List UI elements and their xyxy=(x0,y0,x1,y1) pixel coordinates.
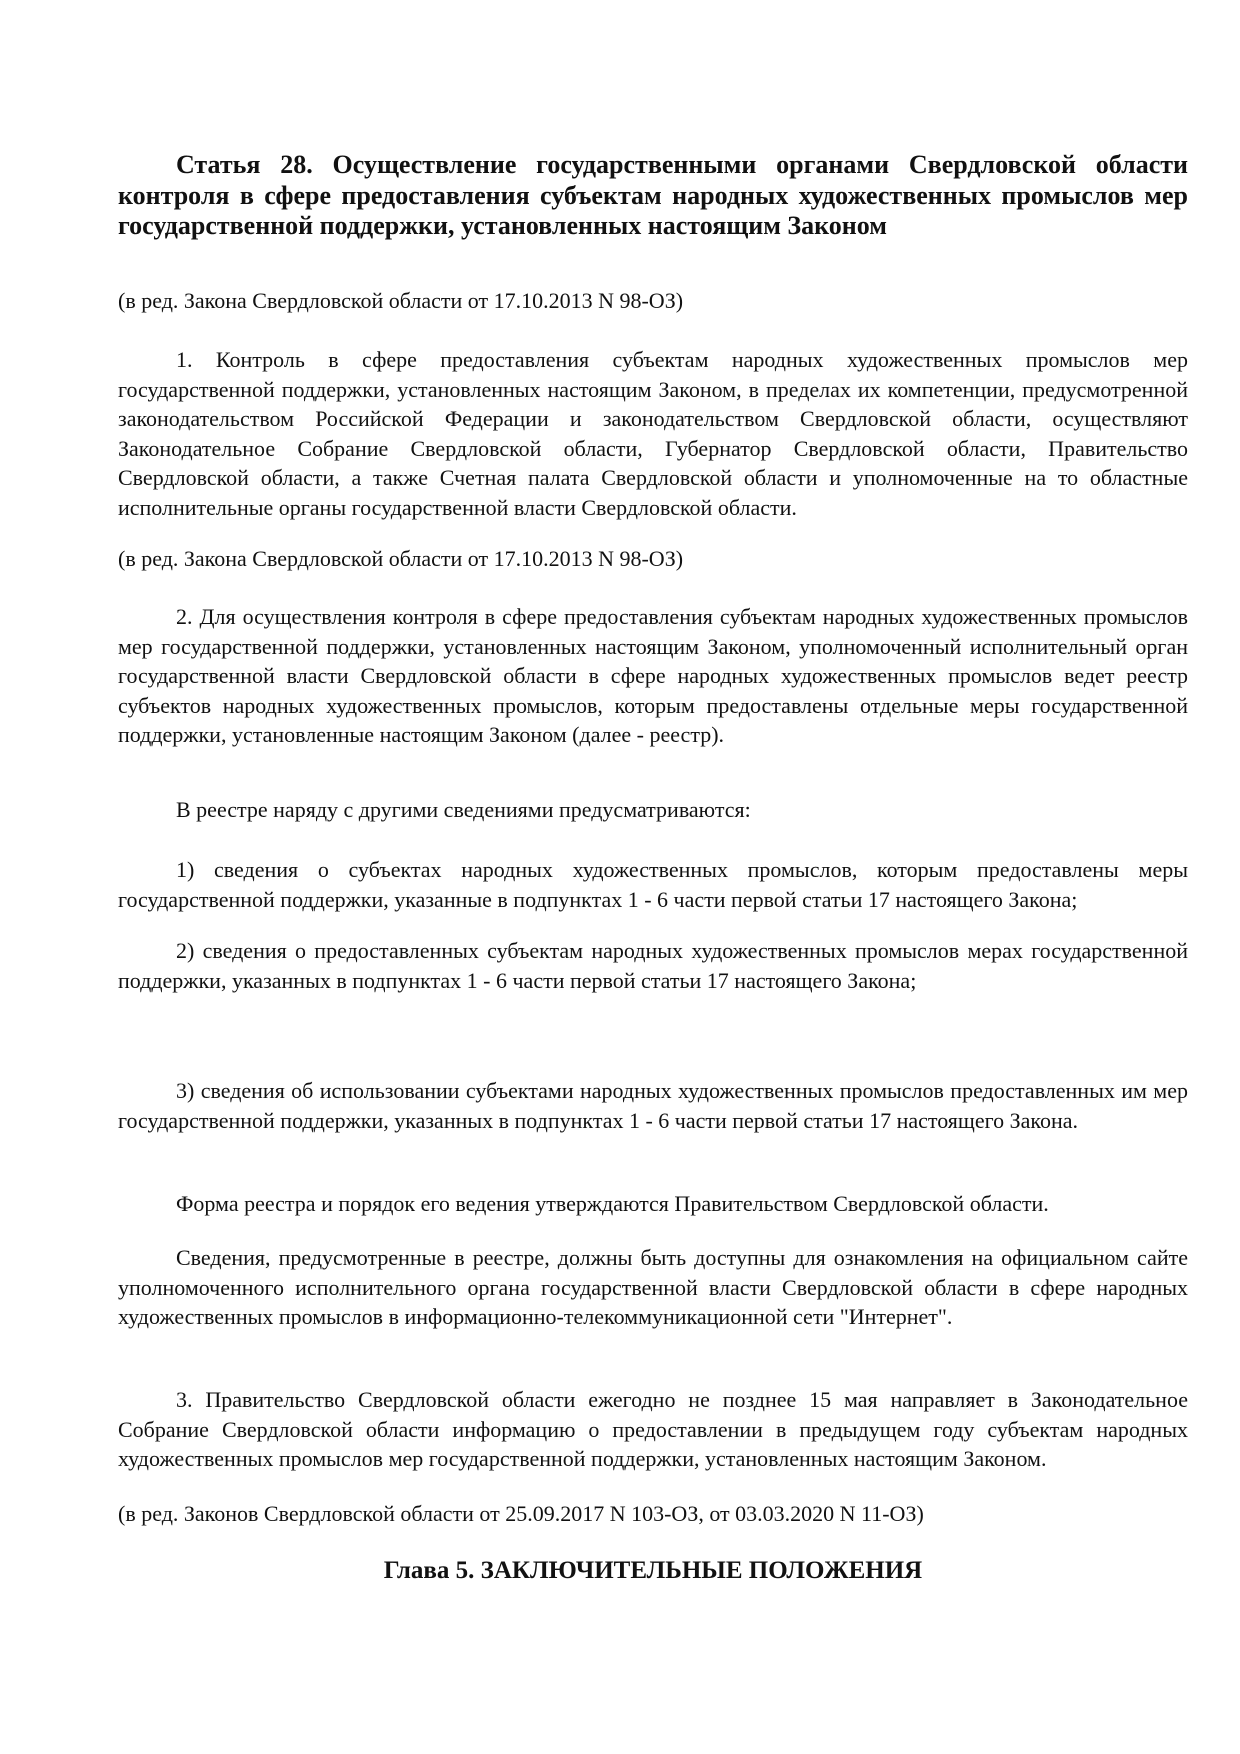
amendment-note: (в ред. Закона Свердловской области от 17.10.2013 N 98-ОЗ) xyxy=(118,546,684,571)
amendment-note: (в ред. Закона Свердловской области от 17.10.2013 N 98-ОЗ) xyxy=(118,288,684,313)
list-item-3: 3) сведения об использовании субъектами народных художественных промыслов предоставленных им мер государственной поддержки, указанных в подпунктах 1 - 6 части первой статьи 17 настоящего Закона. xyxy=(118,1078,1188,1133)
chapter-heading: Глава 5. ЗАКЛЮЧИТЕЛЬНЫЕ ПОЛОЖЕНИЯ xyxy=(383,1557,923,1584)
paragraph-2: 2. Для осуществления контроля в сфере предоставления субъектам народных художественных промыслов мер государственной поддержки, установленных настоящим Законом, уполномоченный исполнительный орган государственной власти Свердловской области в сфере народных художественных промыслов ведет реестр субъектов народных художественных промыслов, которым предоставлены отдельные меры государственной поддержки, установленные настоящим Законом (далее - реестр). xyxy=(118,604,1188,748)
registry-form-paragraph: Форма реестра и порядок его ведения утверждаются Правительством Свердловской области. xyxy=(176,1191,1049,1216)
paragraph-3: 3. Правительство Свердловской области ежегодно не позднее 15 мая направляет в Законодательное Собрание Свердловской области информацию о предоставлении в предыдущем году субъектам народных художественных промыслов мер государственной поддержки, установленных настоящим Законом. xyxy=(118,1387,1188,1472)
paragraph-1: 1. Контроль в сфере предоставления субъектам народных художественных промыслов мер государственной поддержки, установленных настоящим Законом, в пределах их компетенции, предусмотренной законодательством Российской Федерации и законодательством Свердловской области, осуществляют Законодательное Собрание Свердловской области, Губернатор Свердловской области, Правительство Свердловской области, а также Счетная палата Свердловской области и уполномоченные на то областные исполнительные органы государственной власти Свердловской области. xyxy=(118,347,1188,520)
registry-intro: В реестре наряду с другими сведениями предусматриваются: xyxy=(176,797,751,822)
registry-info-paragraph: Сведения, предусмотренные в реестре, должны быть доступны для ознакомления на официальном сайте уполномоченного исполнительного органа государственной власти Свердловской области в сфере народных художественных промыслов в информационно-телекоммуникационной сети "Интернет". xyxy=(118,1245,1188,1330)
list-item-1: 1) сведения о субъектах народных художественных промыслов, которым предоставлены меры государственной поддержки, указанные в подпунктах 1 - 6 части первой статьи 17 настоящего Закона; xyxy=(118,857,1188,912)
article-title: Статья 28. Осуществление государственными органами Свердловской области контроля в сфере предоставления субъектам народных художественных промыслов мер государственной поддержки, установленных настоящим Законом xyxy=(118,150,1188,241)
list-item-2: 2) сведения о предоставленных субъектам народных художественных промыслов мерах государственной поддержки, указанных в подпунктах 1 - 6 части первой статьи 17 настоящего Закона; xyxy=(118,938,1188,993)
amendment-note: (в ред. Законов Свердловской области от 25.09.2017 N 103-ОЗ, от 03.03.2020 N 11-ОЗ) xyxy=(118,1501,924,1526)
